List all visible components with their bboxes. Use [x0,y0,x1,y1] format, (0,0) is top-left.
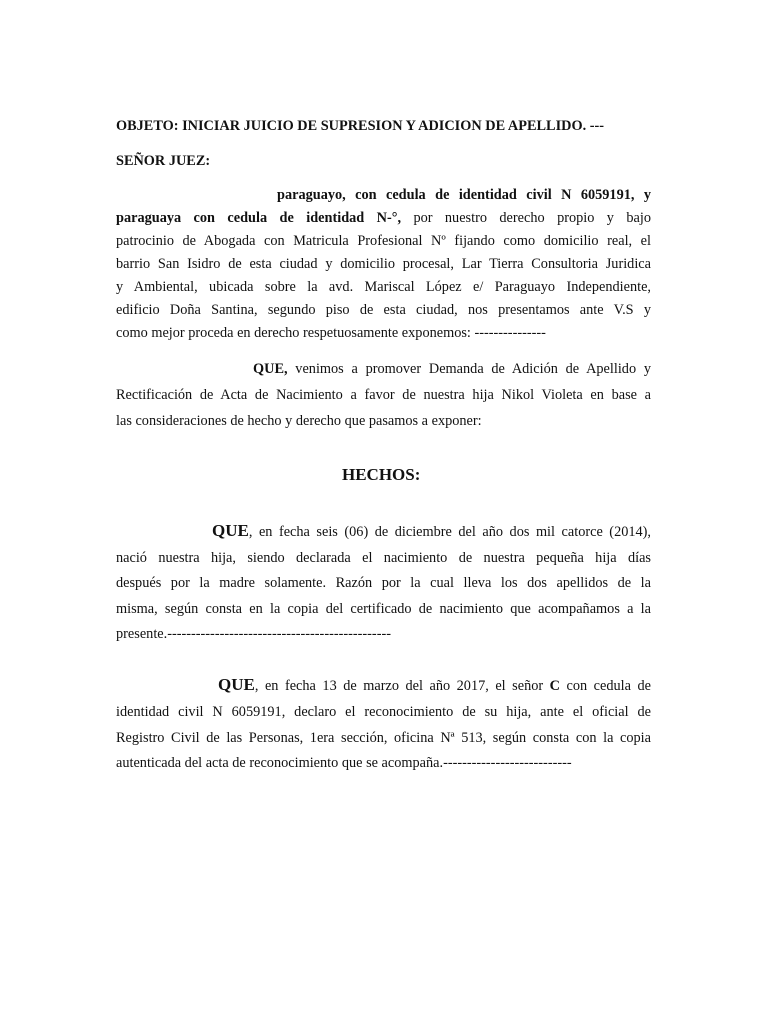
que2-line-1: QUE, en fecha seis (06) de diciembre del año dos mil catorce (2014), [212,521,651,540]
que1-line-3: las consideraciones de hecho y derecho que pasamos a exponer: [116,413,482,429]
que3-line-2: identidad civil N 6059191, declaro el reconocimiento de su hija, ante el oficial de [116,704,651,720]
intro-line-5: y Ambiental, ubicada sobre la avd. Mariscal López e/ Paraguayo Independiente, [116,279,651,295]
objeto-heading: OBJETO: INICIAR JUICIO DE SUPRESION Y ADICION DE APELLIDO. --- [116,118,605,134]
intro-line-6: edificio Doña Santina, segundo piso de esta ciudad, nos presentamos ante V.S y [116,302,651,318]
que2-line-3: después por la madre solamente. Razón por la cual lleva los dos apellidos de la [116,575,651,591]
intro-line-4: barrio San Isidro de esta ciudad y domicilio procesal, Lar Tierra Consultoria Juridica [116,256,651,272]
que1-line-1: QUE, venimos a promover Demanda de Adición de Apellido y [253,361,651,377]
que2-line-2: nació nuestra hija, siendo declarada el nacimiento de nuestra pequeña hija días [116,550,651,566]
que3-line-1: QUE, en fecha 13 de marzo del año 2017, el señor C con cedula de [218,675,652,694]
que3-line-4: autenticada del acta de reconocimiento que se acompaña.--------------------------- [116,755,572,771]
que1-line-2: Rectificación de Acta de Nacimiento a favor de nuestra hija Nikol Violeta en base a [116,387,651,403]
que2-line-4: misma, según consta en la copia del certificado de nacimiento que acompañamos a la [116,601,651,617]
intro-line-1: paraguayo, con cedula de identidad civil N 6059191, y [277,187,651,203]
intro-line-2: paraguaya con cedula de identidad N-°, por nuestro derecho propio y bajo [116,210,651,226]
intro-line-3: patrocinio de Abogada con Matricula Profesional Nº fijando como domicilio real, el [116,233,651,249]
intro-line-7: como mejor proceda en derecho respetuosamente exponemos: --------------- [116,325,546,341]
que2-line-5: presente.----------------------------------------------- [116,626,391,642]
senor-juez-heading: SEÑOR JUEZ: [116,153,211,169]
hechos-heading: HECHOS: [342,465,421,484]
que3-line-3: Registro Civil de las Personas, 1era sección, oficina Nª 513, según consta con la copia [116,730,651,746]
